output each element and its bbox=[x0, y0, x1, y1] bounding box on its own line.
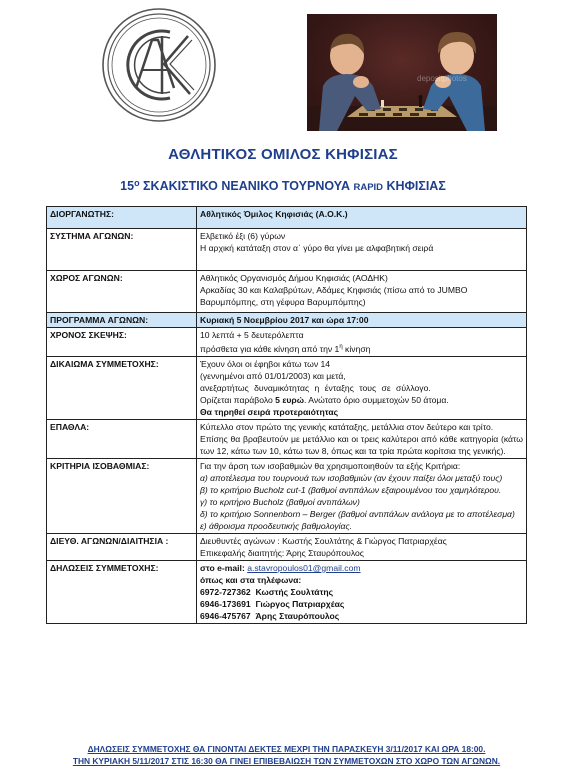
subtitle-ordinal: ο bbox=[134, 178, 140, 188]
row-prizes bbox=[47, 419, 527, 458]
system-label: ΣΥΣΤΗΜΑ ΑΓΩΝΩΝ: bbox=[47, 229, 197, 271]
eligibility-label: ΔΙΚΑΙΩΜΑ ΣΥΜΜΕΤΟΧΗΣ: bbox=[47, 356, 197, 419]
tiebreak-e: ε) άθροισμα προοδευτικής βαθμολογίας. bbox=[200, 520, 353, 531]
phone-row bbox=[200, 586, 523, 598]
registration-email-line bbox=[200, 562, 523, 574]
registration-email-link[interactable]: a.stavropoulos01@gmail.com bbox=[247, 562, 361, 573]
eligibility-line2: (γεννημένοι από 01/01/2003) και μετά, bbox=[200, 370, 346, 381]
prizes-line1: Κύπελλο στον πρώτο της γενικής κατάταξης, μετάλλια στον δεύτερο και τρίτο. bbox=[200, 421, 494, 432]
prizes-value bbox=[197, 419, 527, 458]
time-line2-end: κίνηση bbox=[342, 343, 371, 354]
row-organizer bbox=[47, 207, 527, 229]
tiebreak-intro: Για την άρση των ισοβαθμιών θα χρησιμοποιηθούν τα εξής Κριτήρια: bbox=[200, 460, 461, 471]
venue-value bbox=[197, 271, 527, 313]
direction-line1: Διευθυντές αγώνων : Κωστής Σουλτάτης & Γιώργος Πατριαρχέας bbox=[200, 535, 447, 546]
system-value bbox=[197, 229, 527, 271]
tiebreak-value bbox=[197, 458, 527, 533]
eligibility-fee: 5 ευρώ bbox=[275, 394, 304, 405]
row-tiebreak bbox=[47, 458, 527, 533]
phone-number[interactable]: 6946-475767 bbox=[200, 610, 251, 621]
time-value bbox=[197, 328, 527, 357]
row-time bbox=[47, 328, 527, 357]
subtitle-main: ΣΚΑΚΙΣΤΙΚΟ ΝΕΑΝΙΚΟ ΤΟΥΡΝΟΥΑ bbox=[143, 179, 350, 193]
phone-contact: Άρης Σταυρόπουλος bbox=[255, 610, 340, 621]
footer-line2: ΤΗΝ ΚΥΡΙΑΚΗ 5/11/2017 ΣΤΙΣ 16:30 ΘΑ ΓΙΝΕΙ ΕΠΙΒΕΒΑΙΩΣΗ ΤΩΝ ΣΥΜΜΕΤΟΧΩΝ ΣΤΟ ΧΩΡΟ ΤΩΝ ΑΓΩΝΩΝ. bbox=[72, 756, 501, 766]
phone-row bbox=[200, 610, 523, 622]
row-program bbox=[47, 313, 527, 328]
chess-photo bbox=[307, 14, 497, 131]
tournament-subtitle bbox=[0, 178, 566, 193]
direction-line2: Επικεφαλής διαιτητής: Άρης Σταυρόπουλος bbox=[200, 547, 364, 558]
eligibility-line3: ανεξαρτήτως δυναμικότητας η ένταξης τους σε σύλλογο. bbox=[200, 382, 431, 393]
program-value: Κυριακή 5 Νοεμβρίου 2017 και ώρα 17:00 bbox=[197, 313, 527, 328]
program-label: ΠΡΟΓΡΑΜΜΑ ΑΓΩΝΩΝ: bbox=[47, 313, 197, 328]
eligibility-value bbox=[197, 356, 527, 419]
time-line1: 10 λεπτά + 5 δευτερόλεπτα bbox=[200, 330, 304, 340]
club-logo bbox=[100, 6, 218, 124]
organizer-label: ΔΙΟΡΓΑΝΩΤΗΣ: bbox=[47, 207, 197, 229]
phone-number[interactable]: 6946-173691 bbox=[200, 598, 251, 609]
eligibility-line4 bbox=[200, 394, 523, 406]
venue-line1: Αθλητικός Οργανισμός Δήμου Κηφισιάς (ΑΟΔΗΚ) bbox=[200, 273, 388, 283]
phone-number[interactable]: 6972-727362 bbox=[200, 586, 251, 597]
venue-line2: Αρκαδίας 30 και Καλαβρύτων, Αδάμες Κηφισιάς (πίσω από το JUMBO Βαρυμπόμπης, στη γέφυρα Βαρυμπόμπης) bbox=[200, 285, 468, 307]
row-system bbox=[47, 229, 527, 271]
row-venue bbox=[47, 271, 527, 313]
phone-contact: Κωστής Σουλτάτης bbox=[255, 586, 334, 597]
tiebreak-label: ΚΡΙΤΗΡΙΑ ΙΣΟΒΑΘΜΙΑΣ: bbox=[47, 458, 197, 533]
tiebreak-a: α) αποτέλεσμα του τουρνουά των ισοβαθμιών (αν έχουν παίξει όλοι μεταξύ τους) bbox=[200, 472, 503, 483]
registration-email-label: στο e-mail: bbox=[200, 562, 248, 573]
system-line2: Η αρχική κατάταξη στον α΄ γύρο θα γίνει με αλφαβητική σειρά bbox=[200, 243, 434, 253]
row-registration bbox=[47, 560, 527, 623]
venue-label: ΧΩΡΟΣ ΑΓΩΝΩΝ: bbox=[47, 271, 197, 313]
time-line2 bbox=[200, 341, 523, 355]
tiebreak-b: β) το κριτήριο Bucholz cut-1 (βαθμοί αντιπάλων εξαιρουμένου του χαμηλότερου. bbox=[200, 484, 502, 495]
eligibility-fee-text: Ορίζεται παράβολο bbox=[200, 394, 276, 405]
registration-phones-label: όπως και στα τηλέφωνα: bbox=[200, 574, 302, 585]
eligibility-line1: Έχουν όλοι οι έφηβοι κάτω των 14 bbox=[200, 358, 331, 369]
time-label: ΧΡΟΝΟΣ ΣΚΕΨΗΣ: bbox=[47, 328, 197, 357]
registration-label: ΔΗΛΩΣΕΙΣ ΣΥΜΜΕΤΟΧΗΣ: bbox=[47, 560, 197, 623]
tournament-info-table bbox=[46, 206, 527, 624]
direction-value bbox=[197, 533, 527, 560]
eligibility-line5: Θα τηρηθεί σειρά προτεραιότητας bbox=[200, 406, 339, 417]
registration-value bbox=[197, 560, 527, 623]
prizes-label: ΕΠΑΘΛΑ: bbox=[47, 419, 197, 458]
footer-line1: ΔΗΛΩΣΕΙΣ ΣΥΜΜΕΤΟΧΗΣ ΘΑ ΓΙΝΟΝΤΑΙ ΔΕΚΤΕΣ ΜΕΧΡΙ ΤΗΝ ΠΑΡΑΣΚΕΥΗ 3/11/2017 ΚΑΙ ΩΡΑ 18:00. bbox=[87, 744, 486, 754]
prizes-line2: Επίσης θα βραβευτούν με μετάλλιο και οι τρεις καλύτεροι από κάθε κατηγορία (κάτω των 12, κάτω των 10, κάτω των 8, όπως και τα τρία πρώτα κορίτσια της γενικής). bbox=[200, 433, 523, 456]
phone-contact: Γιώργος Πατριαρχέας bbox=[255, 598, 345, 609]
row-direction bbox=[47, 533, 527, 560]
subtitle-number: 15 bbox=[120, 179, 135, 193]
subtitle-end: ΚΗΦΙΣΙΑΣ bbox=[386, 179, 446, 193]
system-line1: Ελβετικό έξι (6) γύρων bbox=[200, 231, 286, 241]
time-line2-sup: η bbox=[339, 344, 343, 350]
tiebreak-d: δ) το κριτήριο Sonnenborn – Berger (βαθμοί αντιπάλων ανάλογα με το αποτέλεσμα) bbox=[200, 508, 515, 519]
tiebreak-c: γ) το κριτήριο Bucholz (βαθμοί αντιπάλων) bbox=[200, 496, 360, 507]
registration-deadline-notice bbox=[46, 743, 527, 767]
club-title: ΑΘΛΗΤΙΚΟΣ ΟΜΙΛΟΣ ΚΗΦΙΣΙΑΣ bbox=[168, 146, 398, 163]
row-eligibility bbox=[47, 356, 527, 419]
time-line2-text: πρόσθετα για κάθε κίνηση από την 1 bbox=[200, 343, 340, 354]
subtitle-rapid: RAPID bbox=[353, 182, 384, 193]
direction-label: ΔΙΕΥΘ. ΑΓΩΝΩΝ/ΔΙΑΙΤΗΣΙΑ : bbox=[47, 533, 197, 560]
eligibility-limit: . Ανώτατο όριο συμμετοχών 50 άτομα. bbox=[304, 394, 449, 405]
photo-watermark: depositphotos bbox=[417, 74, 467, 83]
phone-row bbox=[200, 598, 523, 610]
organizer-value: Αθλητικός Όμιλος Κηφισιάς (Α.Ο.Κ.) bbox=[197, 207, 527, 229]
